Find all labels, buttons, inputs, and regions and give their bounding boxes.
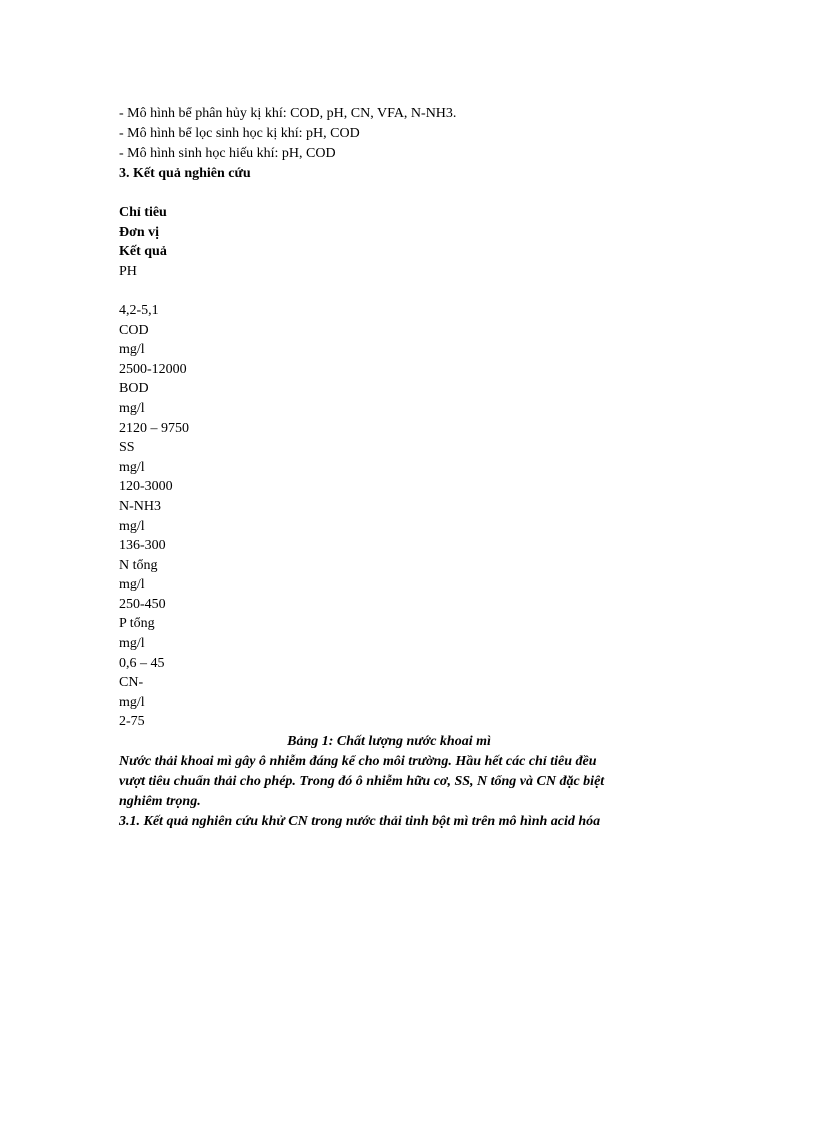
table-cell-unit: mg/l (119, 694, 145, 710)
table-cell-param: COD (119, 322, 149, 338)
spacer (119, 184, 699, 203)
table-header-unit: Đơn vị (119, 224, 160, 240)
table-cell-unit: mg/l (119, 459, 145, 475)
table-cell-result: 4,2-5,1 (119, 302, 159, 318)
table-header-param: Chỉ tiêu (119, 205, 167, 220)
table-cell-unit: mg/l (119, 400, 145, 416)
subsection-heading: 3.1. Kết quả nghiên cứu khử CN trong nước thải tinh bột mì trên mô hình acid hóa (119, 814, 601, 830)
document-page (119, 104, 699, 832)
table-cell-param: N-NH3 (119, 498, 161, 514)
table-cell-result: 120-3000 (119, 479, 173, 495)
table-cell-result: 136-300 (119, 538, 166, 554)
intro-line: - Mô hình bể lọc sinh học kị khí: pH, COD (119, 126, 360, 141)
table-header-result: Kết quả (119, 244, 167, 260)
table-cell-result: 250-450 (119, 596, 166, 612)
intro-line: - Mô hình sinh học hiếu khí: pH, COD (119, 146, 336, 161)
table-cell-unit: mg/l (119, 518, 145, 534)
table-cell-param: P tổng (119, 616, 155, 632)
intro-line: - Mô hình bể phân hủy kị khí: COD, pH, CN, VFA, N-NH3. (119, 106, 457, 121)
table-cell-unit: mg/l (119, 342, 145, 358)
section-heading: 3. Kết quả nghiên cứu (119, 166, 251, 181)
paragraph-line: nghiêm trọng. (119, 794, 201, 810)
table-cell-result: 2500-12000 (119, 361, 187, 377)
results-table (119, 203, 699, 732)
table-cell-result: 2-75 (119, 714, 145, 730)
table-cell-unit: mg/l (119, 577, 145, 593)
table-cell-param: PH (119, 263, 137, 279)
table-cell-param: N tổng (119, 557, 158, 573)
intro-list (119, 104, 699, 164)
table-cell-result: 2120 – 9750 (119, 420, 189, 436)
table-cell-result: 0,6 – 45 (119, 655, 165, 671)
paragraph-line: vượt tiêu chuẩn thải cho phép. Trong đó ô nhiễm hữu cơ, SS, N tổng và CN đặc biệt (119, 774, 605, 790)
table-caption: Bảng 1: Chất lượng nước khoai mì (287, 734, 491, 750)
summary-paragraph (119, 752, 699, 812)
table-cell-unit (119, 281, 699, 301)
paragraph-line: Nước thải khoai mì gây ô nhiễm đáng kể cho môi trường. Hầu hết các chỉ tiêu đều (119, 754, 597, 770)
table-cell-param: BOD (119, 381, 149, 397)
table-cell-unit: mg/l (119, 636, 145, 652)
table-cell-param: CN- (119, 675, 144, 691)
table-cell-param: SS (119, 440, 135, 456)
